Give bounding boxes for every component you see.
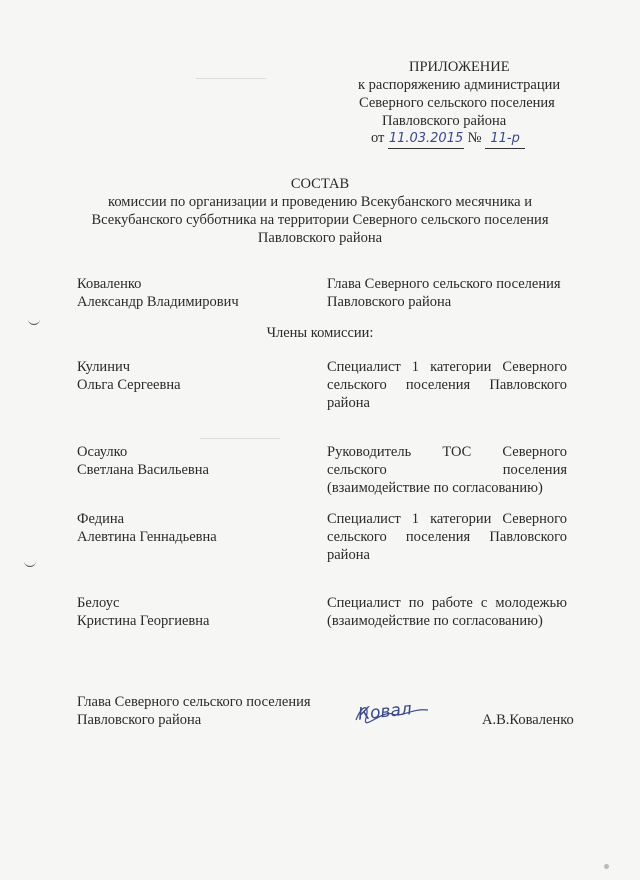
signer-name: А.В.Коваленко [482,712,574,728]
appendix-date: 11.03.2015 [388,130,464,149]
member-position-line: сельского поселения Павловского [327,529,567,545]
appendix-line: к распоряжению администрации [358,77,561,93]
appendix-number: 11-р [485,130,525,149]
member-position-line: района [327,547,370,563]
members-heading: Члены комиссии: [266,325,374,341]
heading-line: Павловского района [257,230,383,246]
heading-line: Всекубанского субботника на территории Северного сельского поселения [91,212,549,228]
heading-title: СОСТАВ [290,176,350,192]
appendix-line: Павловского района [382,113,507,129]
member-position-line: Руководитель ТОС Северного [327,444,567,460]
number-label: № [467,130,482,146]
member-surname: Федина [77,511,125,527]
member-position-line: (взаимодействие по согласованию) [327,480,543,496]
footer-position-line: Глава Северного сельского поселения [77,694,311,710]
chair-surname: Коваленко [77,276,142,292]
member-position-line: района [327,395,370,411]
member-position-line: сельского поселения Павловского [327,377,567,393]
scan-mark [24,560,36,567]
member-position-line: (взаимодействие по согласованию) [327,613,543,629]
footer-position-line: Павловского района [77,712,202,728]
member-given-names: Ольга Сергеевна [77,377,181,393]
member-position-line: сельского поселения [327,462,567,478]
member-position-line: Специалист 1 категории Северного [327,359,567,375]
chair-given-names: Александр Владимирович [77,294,239,310]
chair-position-line: Павловского района [327,294,452,310]
scan-dot [604,864,609,869]
signature-stroke-icon [352,700,432,728]
from-label: от [371,130,385,146]
member-given-names: Светлана Васильевна [77,462,209,478]
member-given-names: Алевтина Геннадьевна [77,529,217,545]
appendix-title: ПРИЛОЖЕНИЕ [409,59,510,75]
member-surname: Кулинич [77,359,131,375]
member-surname: Осаулко [77,444,128,460]
member-position-line: Специалист 1 категории Северного [327,511,567,527]
member-given-names: Кристина Георгиевна [77,613,210,629]
scan-smudge [196,78,266,79]
chair-position-line: Глава Северного сельского поселения [327,276,561,292]
appendix-date-line [371,129,525,149]
scan-smudge [200,438,280,439]
heading-line: комиссии по организации и проведению Всекубанского месячника и [108,194,532,210]
member-position-line: Специалист по работе с молодежью [327,595,567,611]
member-surname: Белоус [77,595,120,611]
appendix-line: Северного сельского поселения [359,95,555,111]
handwritten-signature: Ковал [357,699,413,725]
